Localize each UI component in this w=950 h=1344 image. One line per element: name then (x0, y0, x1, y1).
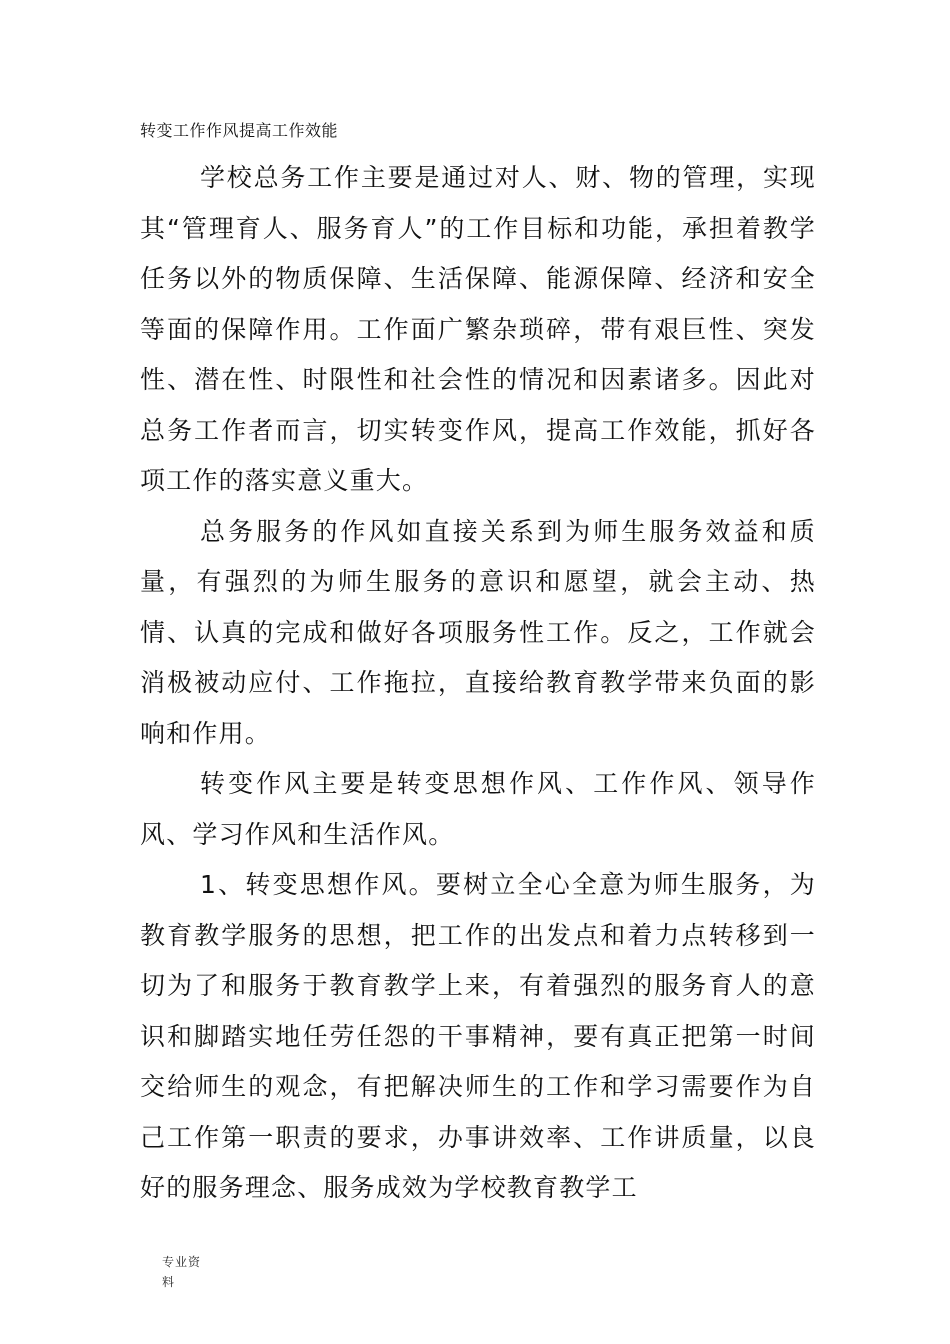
document-body (140, 153, 816, 1214)
paragraph-3: 转变作风主要是转变思想作风、工作作风、领导作风、学习作风和生活作风。 (140, 769, 816, 849)
paragraph-1: 学校总务工作主要是通过对人、财、物的管理，实现其“管理育人、服务育人”的工作目标和功能，承担着教学任务以外的物质保障、生活保障、能源保障、经济和安全等面的保障作用。工作面广繁杂琐碎，带有艰巨性、突发性、潜在性、时限性和社会性的情况和因素诸多。因此对总务工作者而言，切实转变作风，提高工作效能，抓好各项工作的落实意义重大。 (140, 163, 816, 495)
paragraph-2: 总务服务的作风如直接关系到为师生服务效益和质量，有强烈的为师生服务的意识和愿望，就会主动、热情、认真的完成和做好各项服务性工作。反之，工作就会消极被动应付、工作拖拉，直接给教育教学带来负面的影响和作用。 (140, 516, 816, 748)
footer-note: 专业资料 (162, 1255, 202, 1289)
paragraph-4: 1、转变思想作风。要树立全心全意为师生服务，为教育教学服务的思想，把工作的出发点和着力点转移到一切为了和服务于教育教学上来，有着强烈的服务育人的意识和脚踏实地任劳任怨的干事精神，要有真正把第一时间交给师生的观念，有把解决师生的工作和学习需要作为自己工作第一职责的要求，办事讲效率、工作讲质量，以良好的服务理念、服务成效为学校教育教学工 (140, 870, 816, 1202)
document-title: 转变工作作风提高工作效能 (140, 121, 339, 140)
